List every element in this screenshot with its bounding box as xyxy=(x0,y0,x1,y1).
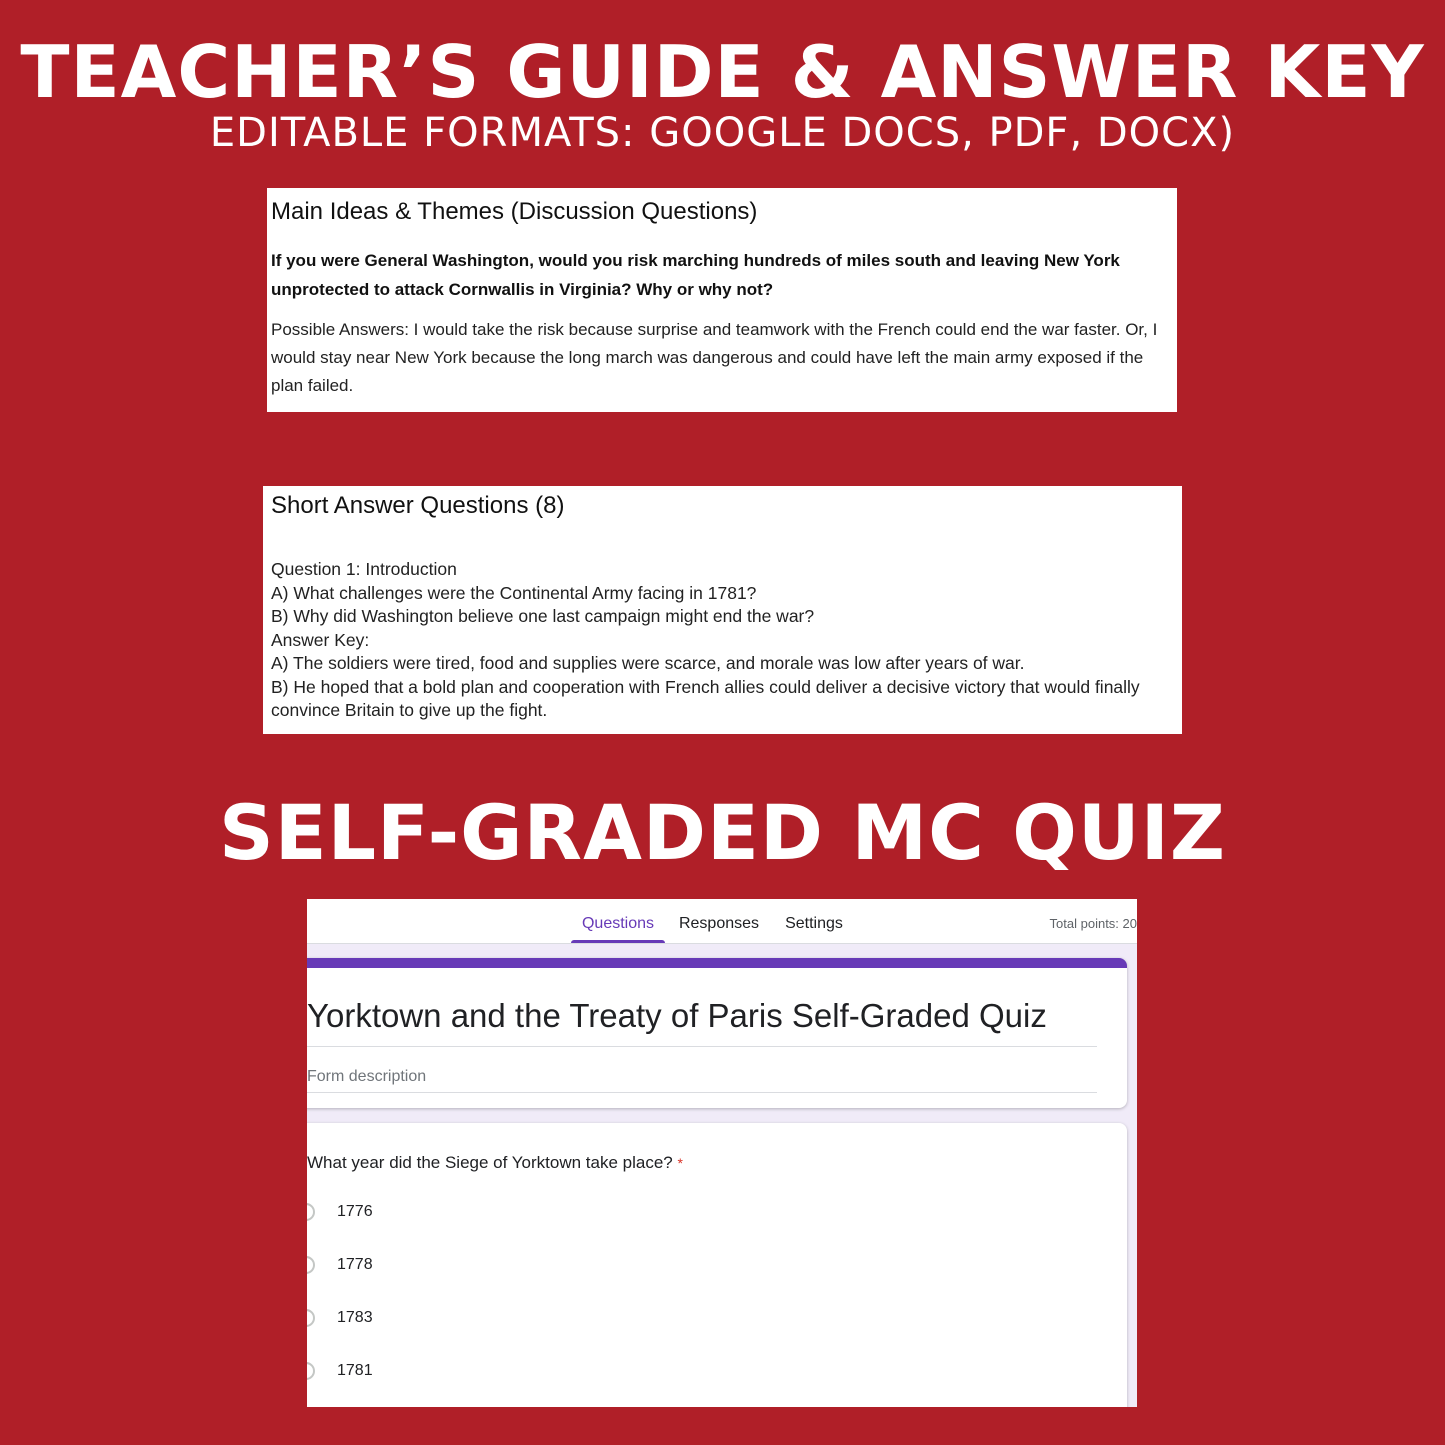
tab-questions[interactable]: Questions xyxy=(571,899,665,943)
radio-button[interactable] xyxy=(307,1256,315,1274)
required-asterisk: * xyxy=(677,1155,683,1171)
radio-button[interactable] xyxy=(307,1203,315,1221)
option-1781[interactable] xyxy=(307,1359,373,1383)
question-card xyxy=(307,1123,1127,1407)
sub-heading: EDITABLE FORMATS: GOOGLE DOCS, PDF, DOCX) xyxy=(209,110,1236,156)
radio-button[interactable] xyxy=(307,1362,315,1380)
main-ideas-heading: Main Ideas & Themes (Discussion Questions) xyxy=(271,198,758,225)
main-ideas-card xyxy=(267,188,1177,412)
short-answer-line: Question 1: Introduction xyxy=(271,559,457,579)
google-forms-screenshot xyxy=(307,899,1137,1407)
form-description-field[interactable]: Form description xyxy=(307,1066,1097,1093)
option-1778[interactable] xyxy=(307,1253,373,1277)
form-title-card xyxy=(307,958,1127,1108)
option-label: 1783 xyxy=(337,1309,373,1326)
option-label: 1781 xyxy=(337,1362,373,1379)
short-answer-line: A) What challenges were the Continental Army facing in 1781? xyxy=(271,582,757,603)
quiz-heading: SELF-GRADED MC QUIZ xyxy=(218,788,1227,877)
short-answer-body xyxy=(271,558,1174,723)
form-title[interactable]: Yorktown and the Treaty of Paris Self-Graded Quiz xyxy=(307,994,1097,1047)
discussion-question: If you were General Washington, would you risk marching hundreds of miles south and leaving New York unprotected to attack Cornwallis in Virginia? Why or why not? xyxy=(271,251,1120,299)
option-label: 1776 xyxy=(337,1203,373,1220)
radio-button[interactable] xyxy=(307,1309,315,1327)
tab-settings[interactable]: Settings xyxy=(785,915,843,932)
short-answer-card xyxy=(263,486,1182,734)
question-label: What year did the Siege of Yorktown take place? xyxy=(307,1153,673,1172)
short-answer-line: Answer Key: xyxy=(271,629,370,650)
short-answer-line: B) Why did Washington believe one last campaign might end the war? xyxy=(271,606,815,626)
option-1776[interactable] xyxy=(307,1200,373,1224)
short-answer-line: B) He hoped that a bold plan and cooperation with French allies could deliver a decisive victory that would finally convince Britain to give up the fight. xyxy=(271,676,1140,720)
main-heading: TEACHER’S GUIDE & ANSWER KEY xyxy=(20,30,1425,114)
option-label: 1778 xyxy=(337,1256,373,1273)
question-text xyxy=(307,1151,683,1175)
forms-tab-bar xyxy=(307,899,1137,944)
total-points: Total points: 20 xyxy=(1049,916,1137,931)
possible-answers: Possible Answers: I would take the risk because surprise and teamwork with the French could end the war faster. Or, I would stay near New York because the long march was dangerous and could have left the main army exposed if the plan failed. xyxy=(271,320,1158,395)
option-1783[interactable] xyxy=(307,1306,373,1330)
tab-responses[interactable]: Responses xyxy=(678,915,760,932)
short-answer-line: A) The soldiers were tired, food and supplies were scarce, and morale was low after years of war. xyxy=(271,653,1025,673)
short-answer-heading: Short Answer Questions (8) xyxy=(271,492,565,519)
